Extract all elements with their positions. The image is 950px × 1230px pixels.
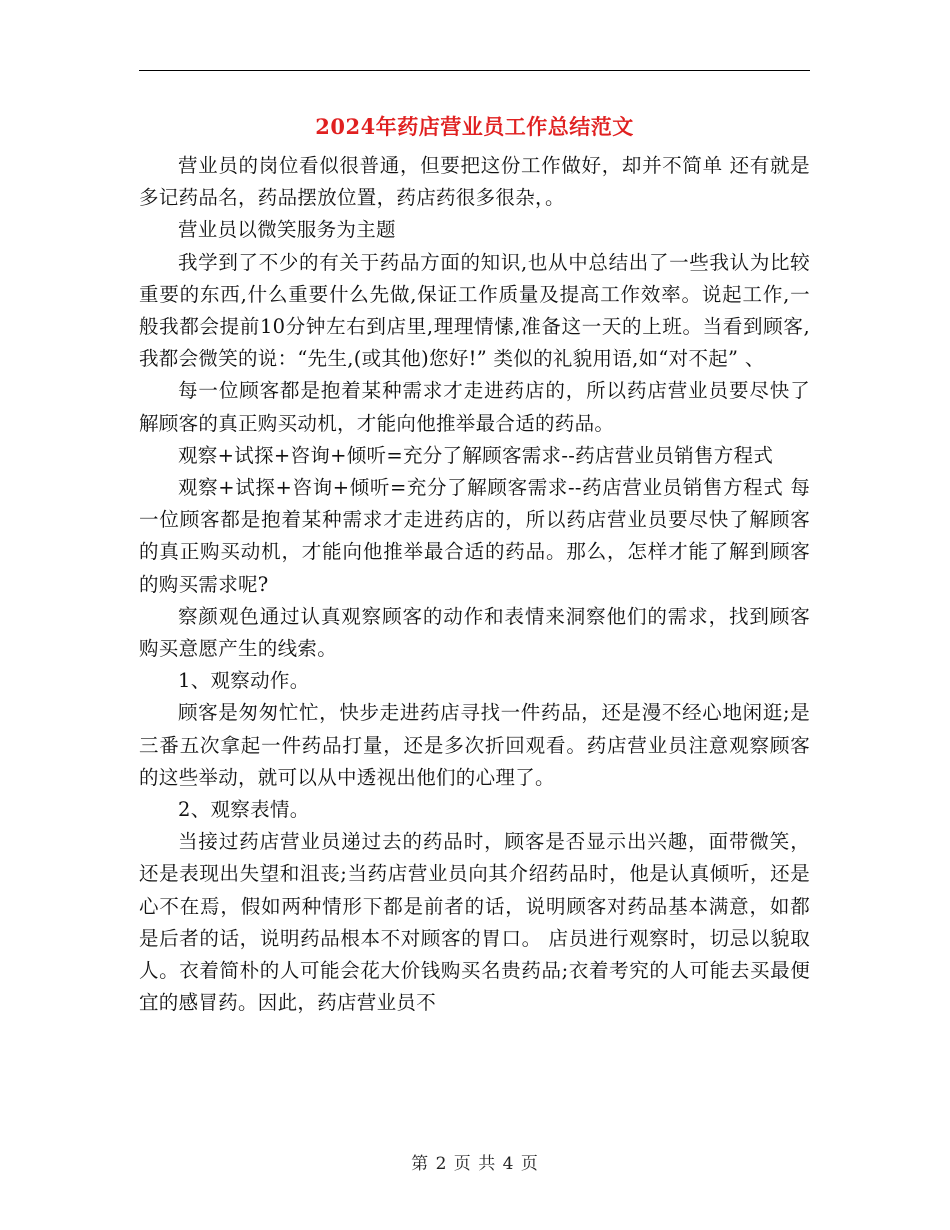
paragraph: 观察+试探+咨询+倾听=充分了解顾客需求--药店营业员销售方程式 每一位顾客都是抱着某种需求才走进药店的，所以药店营业员要尽快了解顾客的真正购买动机，才能向他推举最合适的药品。那么，怎样才能了解到顾客的购买需求呢? (139, 476, 810, 596)
section-heading: 1、观察动作。 (178, 669, 310, 693)
header-rule (139, 70, 810, 71)
paragraph: 每一位顾客都是抱着某种需求才走进药店的，所以药店营业员要尽快了解顾客的真正购买动机，才能向他推举最合适的药品。 (139, 379, 810, 435)
document-title: 2024年药店营业员工作总结范文 (315, 114, 634, 139)
paragraph: 营业员的岗位看似很普通，但要把这份工作做好，却并不简单 还有就是多记药品名，药品摆放位置，药店药很多很杂，。 (139, 154, 810, 210)
paragraph: 观察+试探+咨询+倾听=充分了解顾客需求--药店营业员销售方程式 (178, 443, 774, 467)
section-heading: 2、观察表情。 (178, 798, 310, 822)
paragraph: 顾客是匆匆忙忙，快步走进药店寻找一件药品，还是漫不经心地闲逛;是三番五次拿起一件药品打量，还是多次折回观看。药店营业员注意观察顾客的这些举动，就可以从中透视出他们的心理了。 (139, 701, 810, 789)
paragraph: 我学到了不少的有关于药品方面的知识,也从中总结出了一些我认为比较重要的东西,什么重要什么先做,保证工作质量及提高工作效率。说起工作,一般我都会提前10分钟左右到店里,理理情愫,准备这一天的上班。当看到顾客,我都会微笑的说：“先生,(或其他)您好!” 类似的礼貌用语,如“对不起” 、 (139, 250, 810, 371)
document-body (139, 150, 810, 1019)
paragraph: 营业员以微笑服务为主题 (178, 218, 396, 242)
paragraph: 当接过药店营业员递过去的药品时，顾客是否显示出兴趣，面带微笑，还是表现出失望和沮丧;当药店营业员向其介绍药品时，他是认真倾听，还是心不在焉，假如两种情形下都是前者的话，说明顾客对药品基本满意，如都是后者的话，说明药品根本不对顾客的胃口。 店员进行观察时，切忌以貌取人。衣着简朴的人可能会花大价钱购买名贵药品;衣着考究的人可能去买最便宜的感冒药。因此，药店营业员不 (139, 830, 810, 1015)
paragraph: 察颜观色通过认真观察顾客的动作和表情来洞察他们的需求，找到顾客购买意愿产生的线索。 (139, 604, 810, 661)
page-number: 第 2 页 共 4 页 (411, 1154, 539, 1174)
